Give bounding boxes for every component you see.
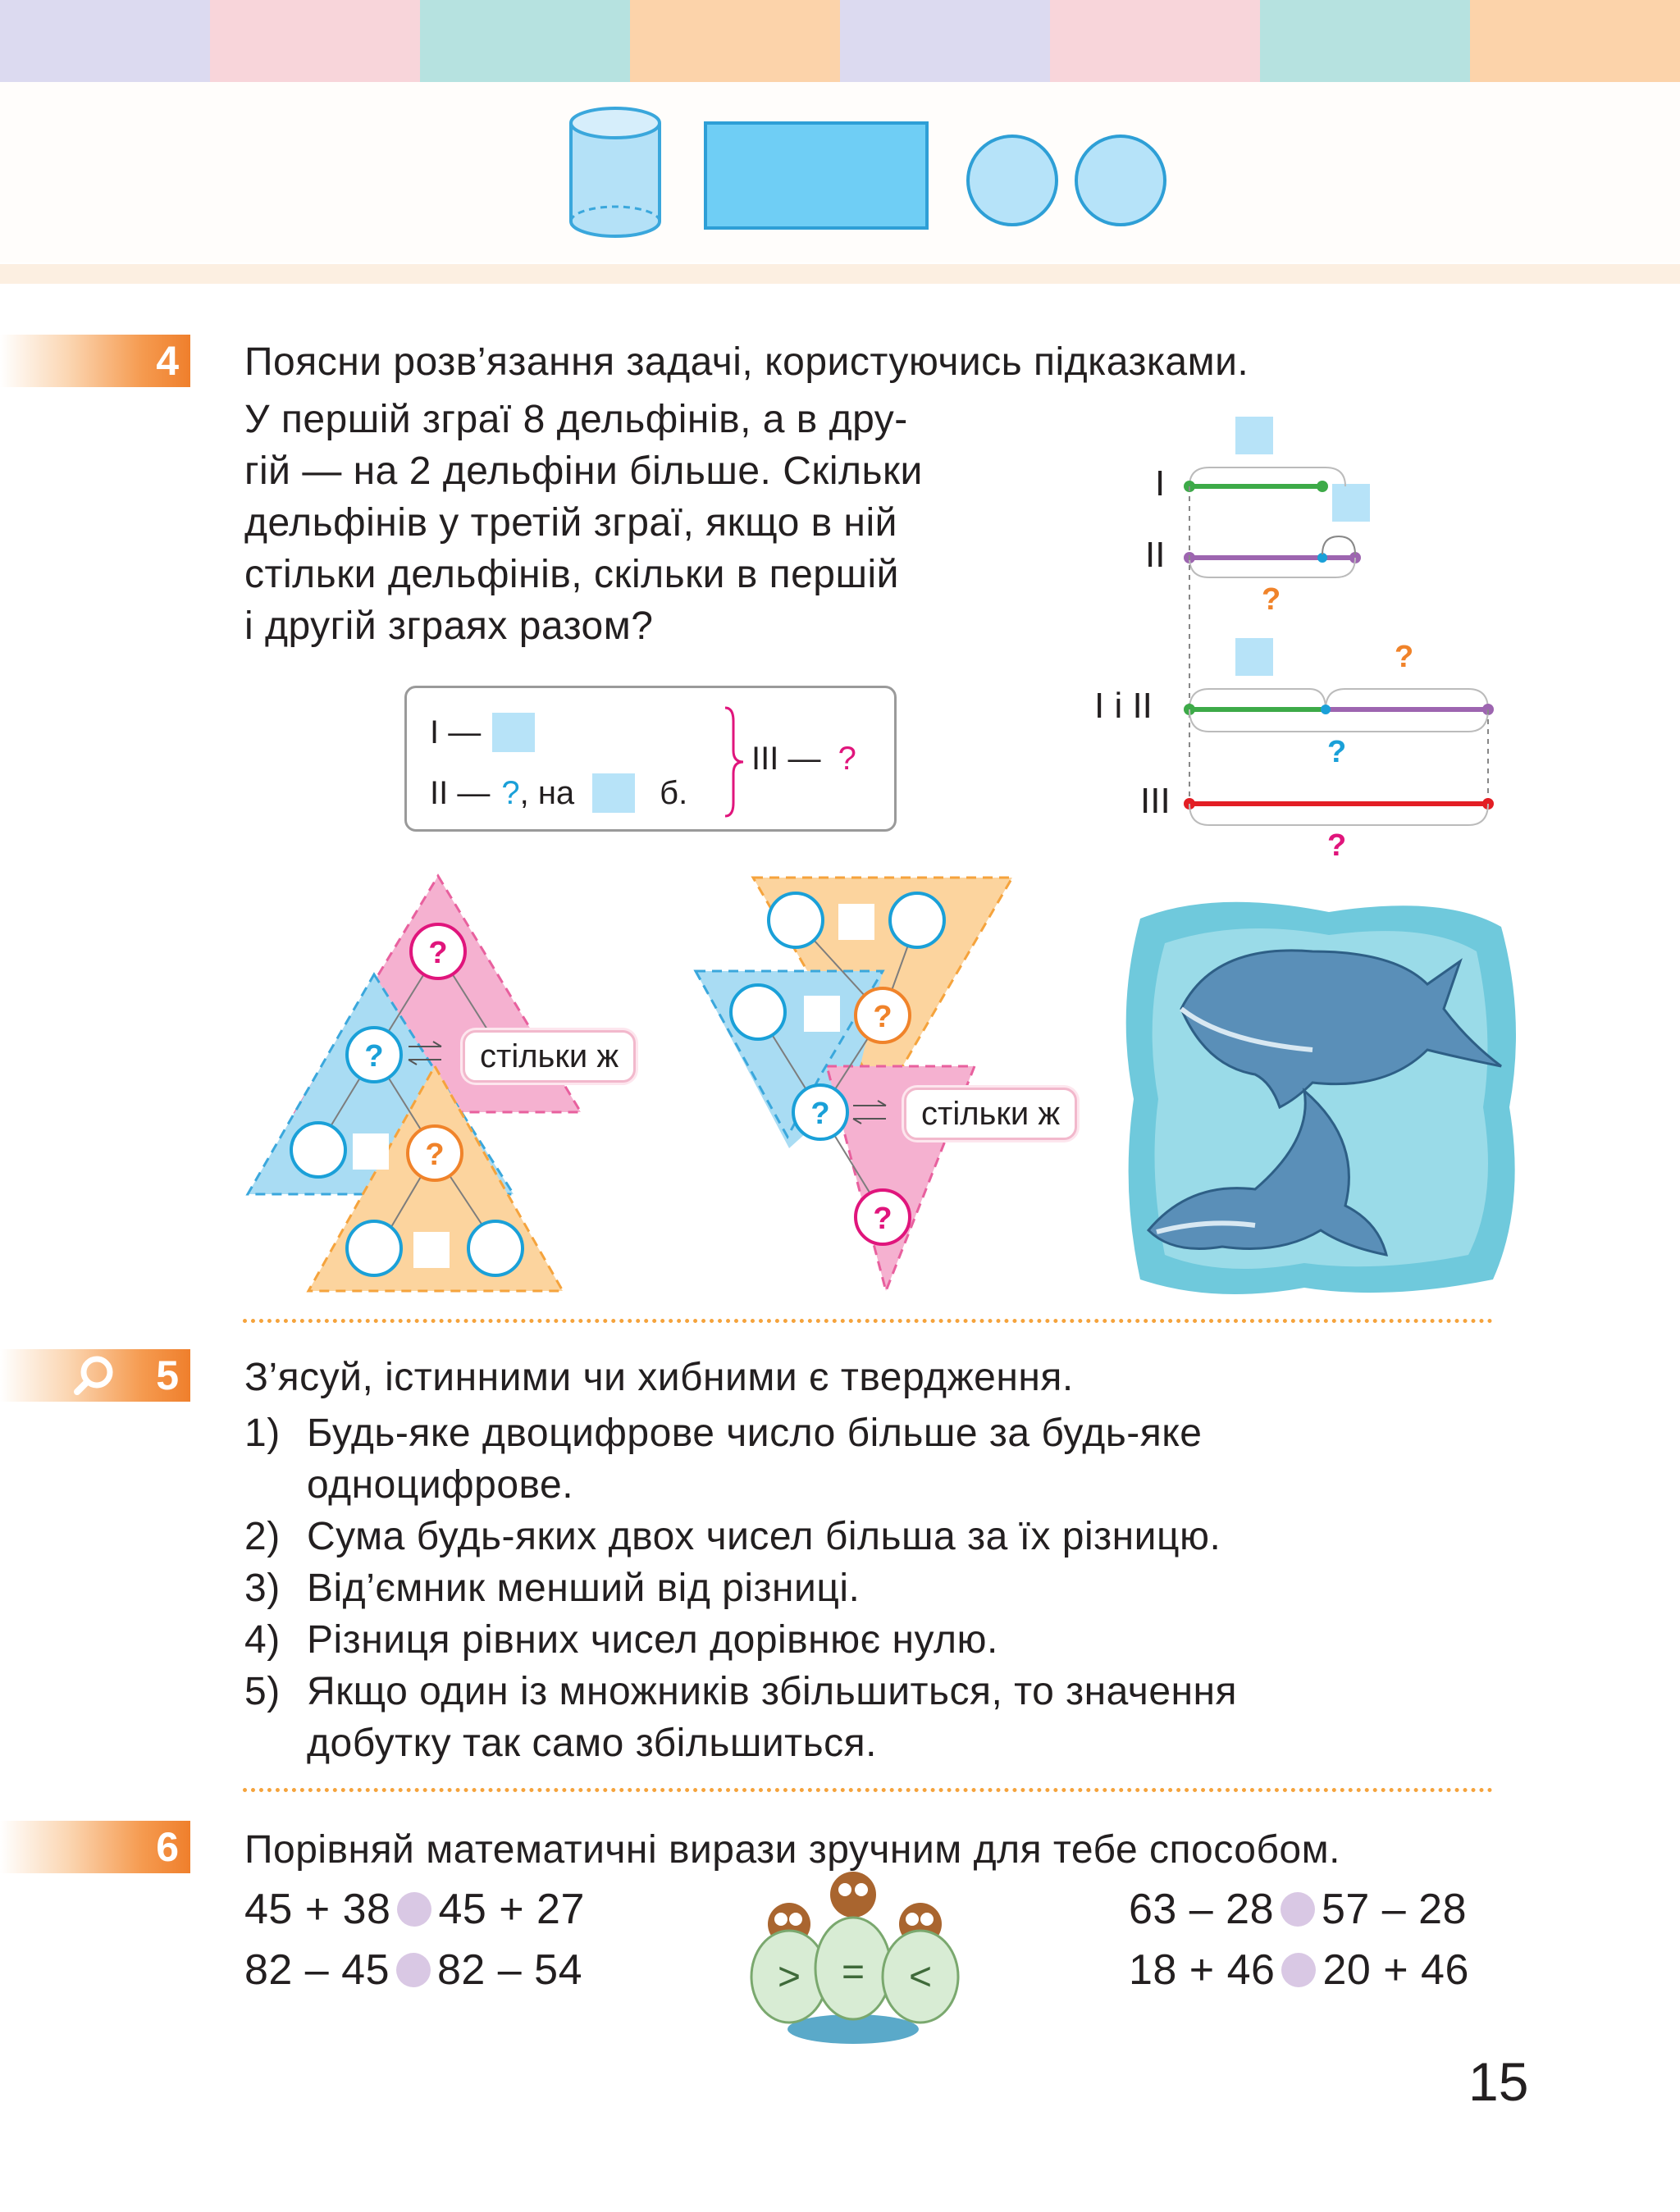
segment-lines [1148, 410, 1509, 869]
compare-dot[interactable] [1281, 1892, 1315, 1927]
list-item-continuation: добутку так само збільшиться. [307, 1722, 877, 1765]
dotted-divider [243, 1319, 1493, 1323]
triangle-q: ? [425, 1138, 445, 1172]
hint-row2-mid: , на [519, 774, 575, 811]
list-item: 1) Будь-яке двоцифрове число більше за будь-яке [244, 1412, 1203, 1455]
task-number-4: 4 [0, 335, 190, 387]
comparison-row: 18 + 46 20 + 46 [1129, 1946, 1469, 1994]
empty-square [492, 713, 535, 752]
segment-label-12: I і II [1094, 686, 1153, 726]
hint-chip-left: стільки ж [463, 1030, 636, 1083]
compare-dot[interactable] [1281, 1953, 1316, 1987]
circle-shape-1 [968, 136, 1057, 225]
hint-row1-label: I — [430, 714, 482, 750]
question-mark: ? [501, 774, 520, 811]
triangle-q: ? [873, 1000, 892, 1034]
triangle-scheme-right [689, 869, 1132, 1296]
list-item: 3) Від’ємник менший від різниці. [244, 1567, 861, 1610]
comparison-row: 82 – 45 82 – 54 [244, 1946, 582, 1994]
problem-line: дельфінів у третій зграї, якщо в ній [244, 501, 897, 545]
hint-row3-label: III — [751, 741, 821, 777]
page-number: 15 [1468, 2051, 1529, 2112]
task4-instruction: Поясни розв’язання задачі, користуючись підказками. [244, 340, 1249, 384]
magnifier-icon [72, 1354, 118, 1397]
segment-label-1: I [1155, 463, 1166, 504]
list-item-continuation: одноцифрове. [307, 1463, 574, 1507]
dolphins-illustration [1116, 894, 1526, 1304]
circle-shape-2 [1076, 136, 1165, 225]
hint-box [404, 686, 897, 832]
question-mark: ? [1395, 640, 1414, 674]
list-item: 4) Різниця рівних чисел дорівнює нулю. [244, 1618, 998, 1662]
problem-line: і другій зграях разом? [244, 604, 654, 648]
question-mark: ? [1327, 828, 1347, 863]
task6-instruction: Порівняй математичні вирази зручним для тебе способом. [244, 1828, 1340, 1872]
egg-equal-sign: = [841, 1950, 865, 1994]
cylinder-shape [571, 108, 660, 236]
list-item: 5) Якщо один із множників збільшиться, то значення [244, 1670, 1238, 1713]
problem-line: стільки дельфінів, скільки в першій [244, 553, 899, 596]
segment-label-3: III [1140, 781, 1171, 821]
hatching-eggs-illustration [738, 1854, 968, 2050]
triangle-q: ? [364, 1039, 384, 1074]
hint-row-2 [430, 773, 687, 813]
task4-problem [244, 394, 1057, 652]
hint-chip-right: стільки ж [904, 1088, 1077, 1140]
hint-row2-label: II — [430, 774, 491, 811]
header-shapes [558, 98, 1198, 246]
header-divider [0, 264, 1680, 284]
empty-square [592, 773, 635, 813]
task-number-6: 6 [0, 1821, 190, 1873]
list-item: 2) Сума будь-яких двох чисел більша за їх різницю. [244, 1515, 1221, 1558]
egg-greater-sign: > [777, 1955, 801, 1999]
rectangle-shape [705, 123, 927, 228]
comparison-row: 63 – 28 57 – 28 [1129, 1886, 1467, 1933]
brace-icon [722, 705, 746, 819]
compare-dot[interactable] [397, 1892, 431, 1927]
triangle-q: ? [810, 1097, 830, 1131]
triangle-q: ? [873, 1202, 892, 1236]
egg-less-sign: < [908, 1955, 933, 1999]
hint-row2-end: б. [660, 774, 688, 811]
segment-label-2: II [1145, 535, 1166, 575]
problem-line: У першій зграї 8 дельфінів, а в дру- [244, 398, 908, 441]
question-mark: ? [1327, 735, 1347, 769]
task-number-5: 5 [0, 1349, 190, 1402]
question-mark: ? [1262, 582, 1281, 617]
compare-dot[interactable] [396, 1953, 431, 1987]
comparison-row: 45 + 38 45 + 27 [244, 1886, 585, 1933]
question-mark: ? [838, 741, 856, 777]
hint-row-3 [751, 741, 856, 778]
task5-instruction: З’ясуй, істинними чи хибними є твердження. [244, 1356, 1074, 1399]
hint-row-1 [430, 713, 535, 752]
triangle-q: ? [428, 936, 448, 970]
segment-diagram [1094, 410, 1509, 869]
triangle-scheme-left [243, 869, 702, 1296]
dotted-divider [243, 1788, 1493, 1792]
top-color-strip [0, 0, 1680, 82]
problem-line: гій — на 2 дельфіни більше. Скільки [244, 449, 923, 493]
